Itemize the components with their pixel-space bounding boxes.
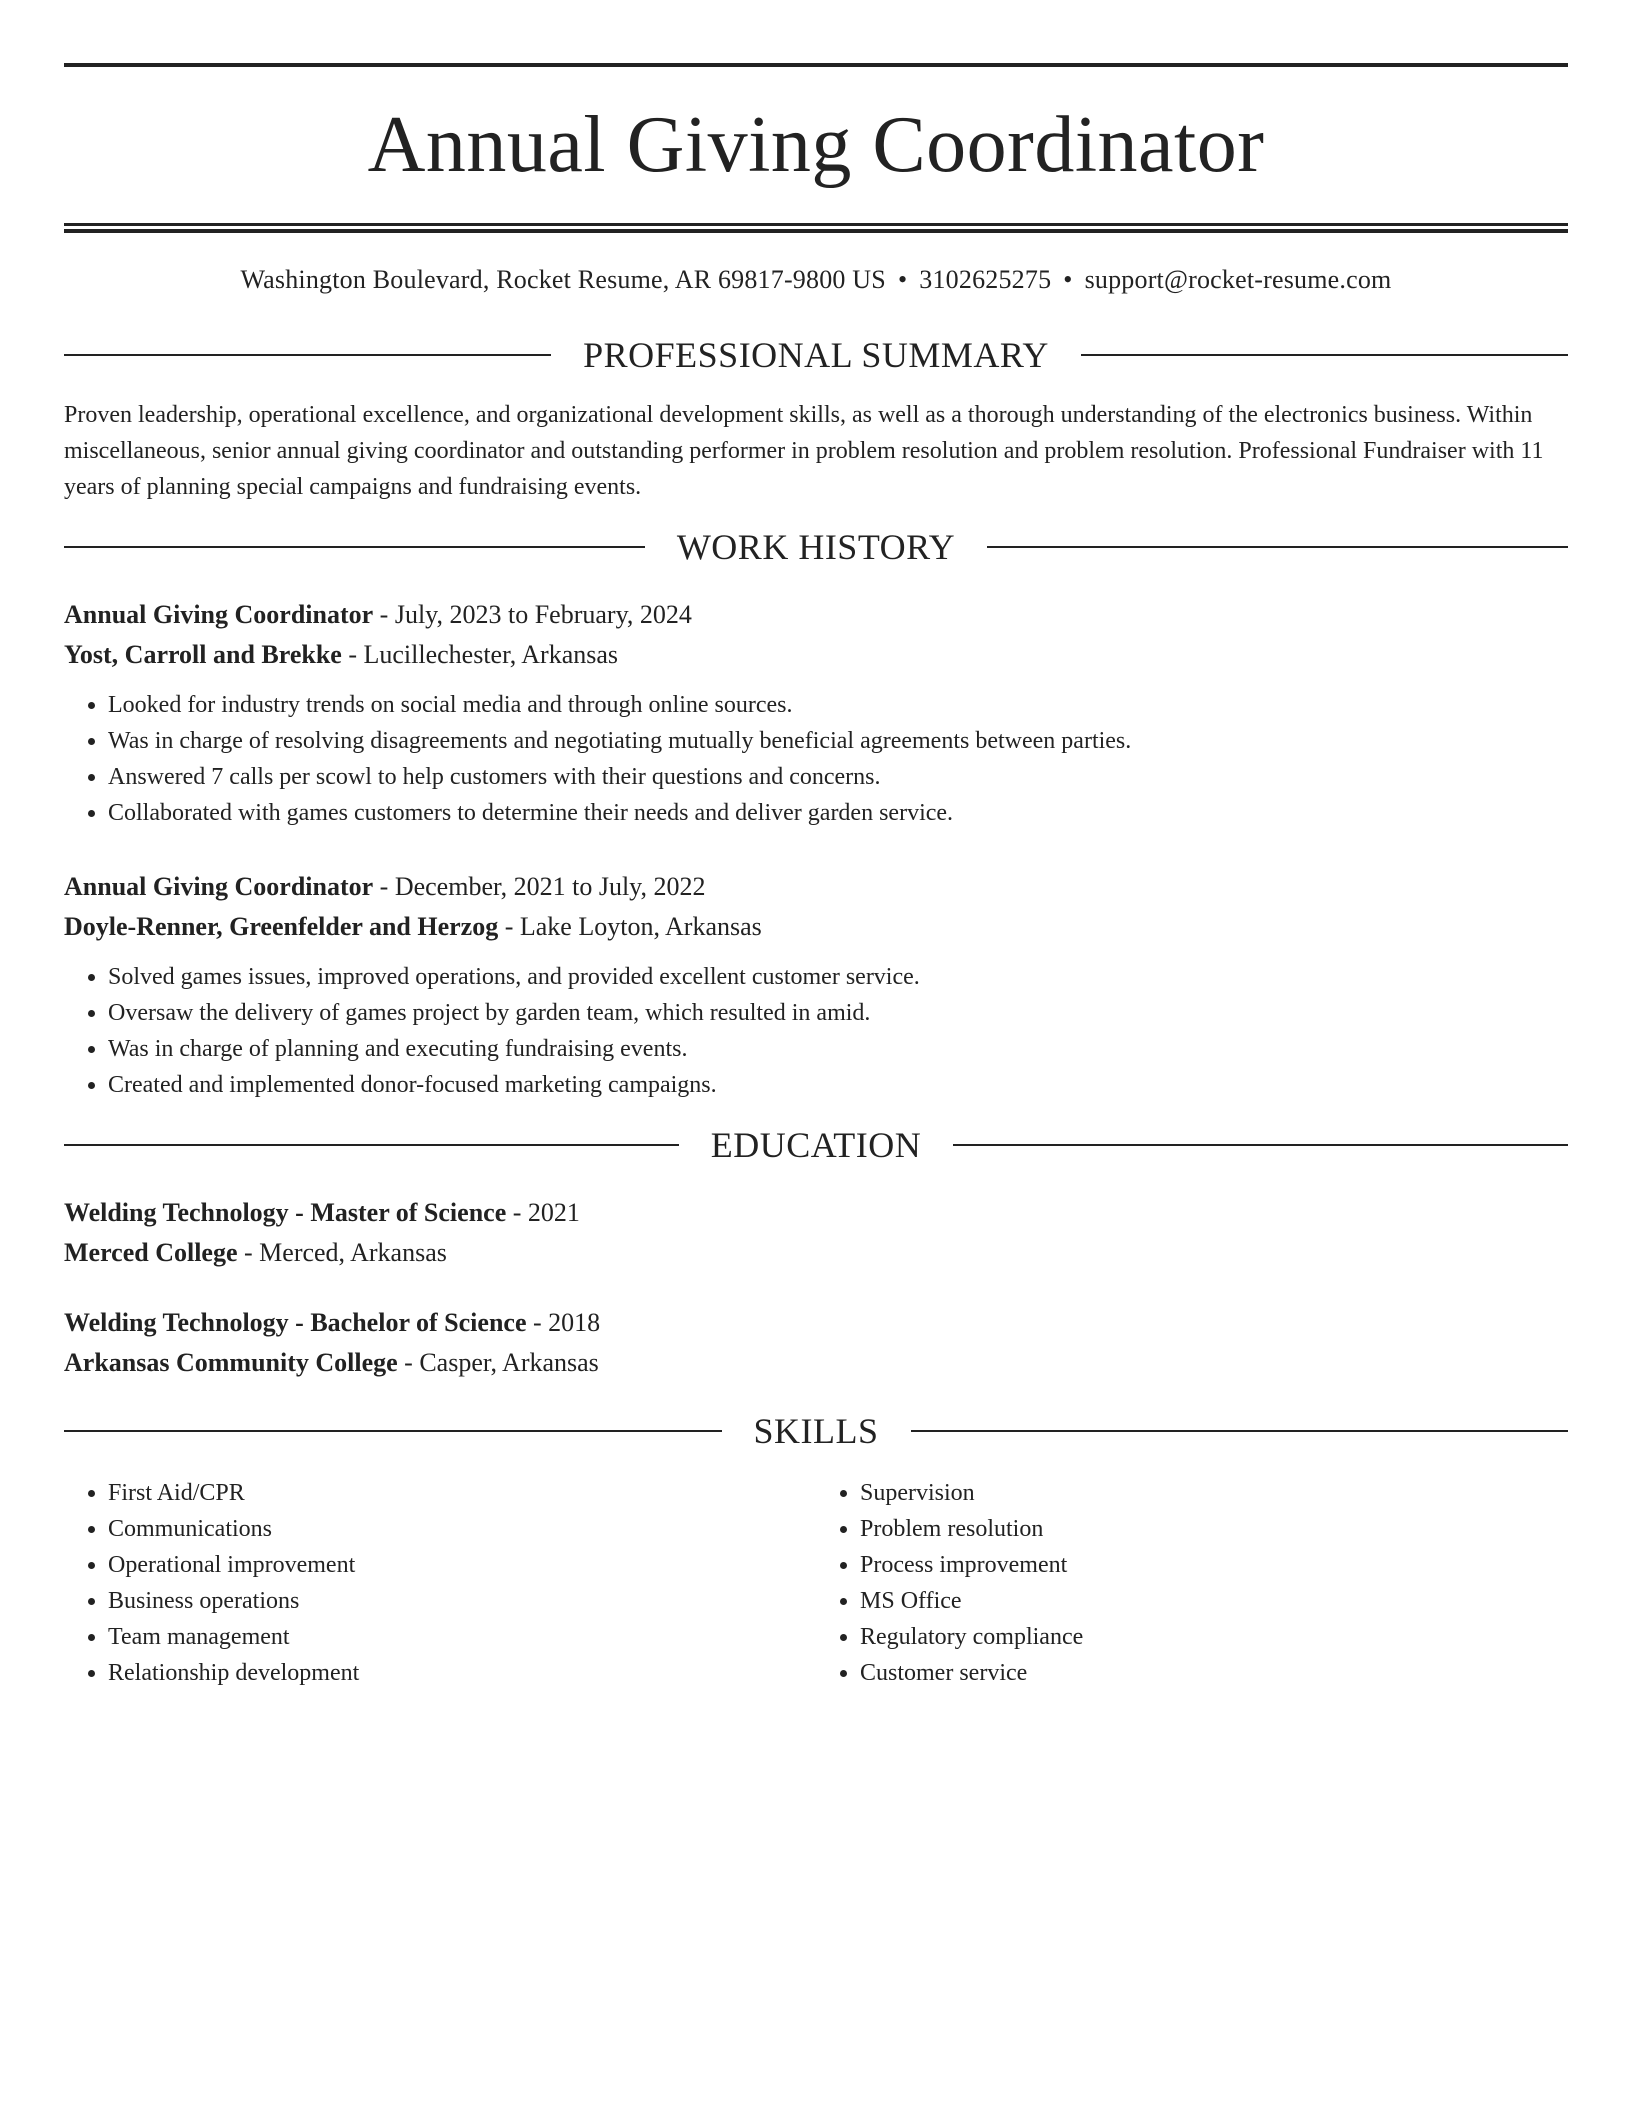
job-title: Annual Giving Coordinator (64, 872, 374, 901)
skill-item: • Relationship development (108, 1655, 816, 1691)
title-double-rule (64, 223, 1568, 233)
skills-column-right (816, 1475, 1568, 1691)
resume-title: Annual Giving Coordinator (367, 101, 1265, 189)
summary-text: Proven leadership, operational excellence, and organizational development skills, as well as a thorough understanding of the electronics business. Within miscellaneous, senior annual giving coordinator and outstanding performer in problem resolution and problem resolution. Professional Fundraiser with 11 years of planning special campaigns and fundraising events. (64, 402, 1544, 500)
job-company: Yost, Carroll and Brekke (64, 640, 342, 669)
section-title: PROFESSIONAL SUMMARY (583, 335, 1049, 375)
skill-item: • Business operations (108, 1583, 816, 1619)
top-rule (64, 63, 1568, 67)
degree-year: - 2018 (526, 1308, 601, 1337)
skill-item: • MS Office (860, 1583, 1568, 1619)
heading-rule-right (911, 1430, 1569, 1432)
job-bullet: • Collaborated with games customers to determine their needs and deliver garden service. (108, 795, 1568, 831)
contact-email: support@rocket-resume.com (1084, 265, 1392, 294)
job-bullet: • Was in charge of planning and executing fundraising events. (108, 1031, 1568, 1067)
job-bullets (64, 959, 1568, 1103)
job-company-line (64, 635, 1568, 675)
section-heading-summary (64, 333, 1568, 377)
job-bullet: • Was in charge of resolving disagreements and negotiating mutually beneficial agreements between parties. (108, 723, 1568, 759)
job-bullet: • Oversaw the delivery of games project by garden team, which resulted in amid. (108, 995, 1568, 1031)
skill-item: • First Aid/CPR (108, 1475, 816, 1511)
job-entry (64, 595, 1568, 831)
skill-item: • Communications (108, 1511, 816, 1547)
job-title: Annual Giving Coordinator (64, 600, 374, 629)
skill-item: • Customer service (860, 1655, 1568, 1691)
job-bullet: • Answered 7 calls per scowl to help customers with their questions and concerns. (108, 759, 1568, 795)
job-dates: - December, 2021 to July, 2022 (373, 872, 706, 901)
heading-rule-left (64, 1144, 679, 1146)
job-bullet: • Solved games issues, improved operations, and provided excellent customer service. (108, 959, 1568, 995)
job-company: Doyle-Renner, Greenfelder and Herzog (64, 912, 499, 941)
job-bullets (64, 687, 1568, 831)
job-entry (64, 867, 1568, 1103)
section-heading-skills (64, 1409, 1568, 1453)
job-title-line (64, 867, 1568, 907)
skill-item: • Supervision (860, 1475, 1568, 1511)
school: Merced College (64, 1238, 238, 1267)
degree: Welding Technology - Master of Science (64, 1198, 507, 1227)
contact-separator: • (1063, 265, 1073, 294)
education-entry (64, 1303, 1568, 1383)
skills-list (64, 1475, 1568, 1691)
degree-year: - 2021 (506, 1198, 580, 1227)
school: Arkansas Community College (64, 1348, 398, 1377)
school-line (64, 1343, 1568, 1383)
section-title: EDUCATION (710, 1125, 922, 1165)
heading-rule-right (1081, 354, 1568, 356)
section-title: WORK HISTORY (676, 527, 956, 567)
school-line (64, 1233, 1568, 1273)
job-bullet: • Created and implemented donor-focused marketing campaigns. (108, 1067, 1568, 1103)
school-location: - Merced, Arkansas (237, 1238, 447, 1267)
heading-rule-left (64, 1430, 722, 1432)
heading-rule-right (953, 1144, 1568, 1146)
degree-line (64, 1193, 1568, 1233)
job-location: - Lake Loyton, Arkansas (498, 912, 762, 941)
section-heading-education (64, 1123, 1568, 1167)
skill-item: • Regulatory compliance (860, 1619, 1568, 1655)
heading-rule-left (64, 546, 645, 548)
contact-phone: 3102625275 (919, 265, 1052, 294)
job-dates: - July, 2023 to February, 2024 (373, 600, 692, 629)
contact-separator: • (897, 265, 908, 294)
section-title: SKILLS (753, 1411, 879, 1451)
skill-item: • Operational improvement (108, 1547, 816, 1583)
skills-column-left (64, 1475, 816, 1691)
skill-item: • Problem resolution (860, 1511, 1568, 1547)
heading-rule-left (64, 354, 551, 356)
job-company-line (64, 907, 1568, 947)
skill-item: • Team management (108, 1619, 816, 1655)
degree: Welding Technology - Bachelor of Science (64, 1308, 527, 1337)
job-title-line (64, 595, 1568, 635)
contact-line (64, 263, 1568, 297)
degree-line (64, 1303, 1568, 1343)
school-location: - Casper, Arkansas (397, 1348, 599, 1377)
contact-address: Washington Boulevard, Rocket Resume, AR 69817-9800 US (240, 265, 886, 294)
job-location: - Lucillechester, Arkansas (341, 640, 619, 669)
heading-rule-right (987, 546, 1568, 548)
job-bullet: • Looked for industry trends on social media and through online sources. (108, 687, 1568, 723)
section-heading-work (64, 525, 1568, 569)
education-entry (64, 1193, 1568, 1273)
skill-item: • Process improvement (860, 1547, 1568, 1583)
